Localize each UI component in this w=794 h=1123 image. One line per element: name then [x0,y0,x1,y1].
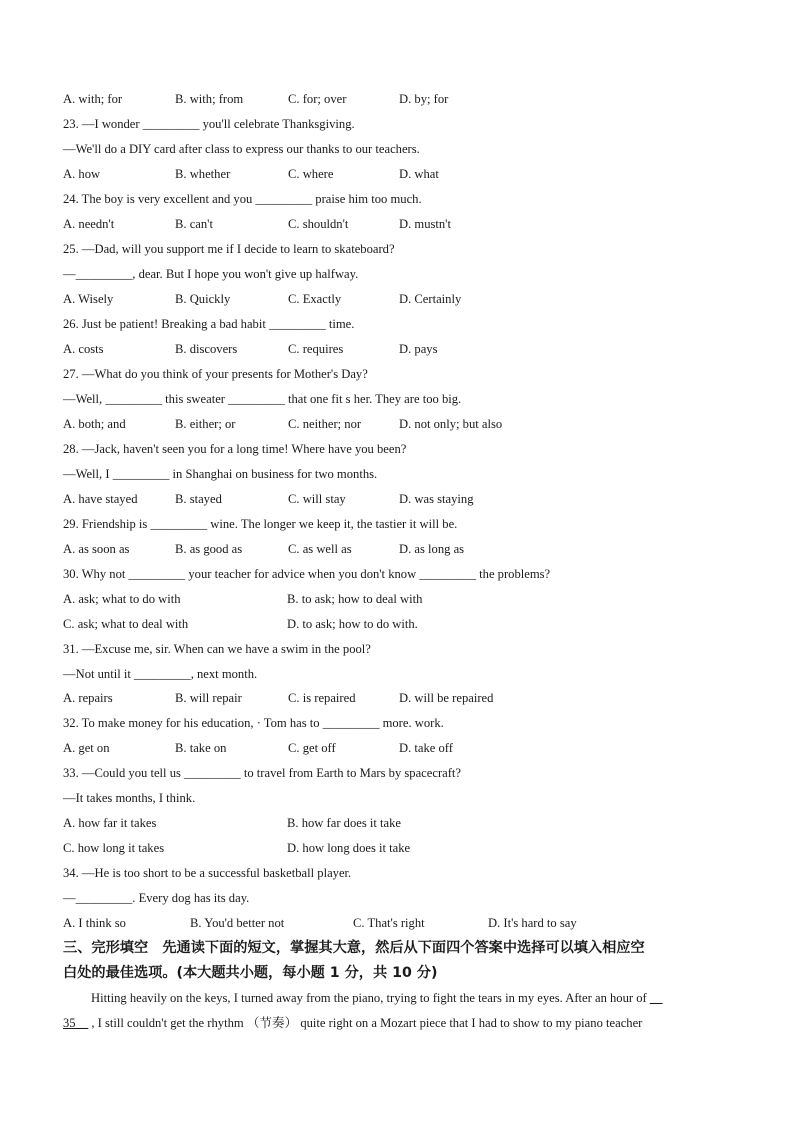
q30-options-cd [63,616,743,632]
option-c: C. how long it takes [63,841,165,855]
q27-reply: —Well, _________ this sweater _________ that one fit s her. They are too big. [63,392,462,406]
q28-options [63,491,743,507]
option-d: D. mustn't [399,217,451,231]
option-d: D. will be repaired [399,691,494,705]
option-c: C. requires [288,342,344,356]
option-b: B. will repair [175,691,242,705]
q31-reply: —Not until it _________, next month. [63,667,258,681]
option-b: B. can't [175,217,213,231]
option-a: A. both; and [63,417,126,431]
q22-options [63,91,743,107]
option-b: B. to ask; how to deal with [287,592,423,606]
option-d: D. pays [399,342,438,356]
q28-stem: 28. —Jack, haven't seen you for a long time! Where have you been? [63,442,407,456]
blank-35-lead: __ [649,991,663,1005]
q32-options [63,740,743,756]
section-heading-line1: 三、完形填空 先通读下面的短文，掌握其大意，然后从下面四个答案中选择可以填入相应空 [63,940,645,956]
option-c: C. as well as [288,542,352,556]
q32-stem: 32. To make money for his education, · Tom has to _________ more. work. [63,716,444,730]
option-a: A. how far it takes [63,816,157,830]
q33-options-ab [63,815,743,831]
section-heading-line2: 白处的最佳选项。(本大题共小题，每小题 1 分，共 10 分) [63,965,438,981]
option-a: A. how [63,167,101,181]
option-c: C. for; over [288,92,347,106]
option-c: C. neither; nor [288,417,362,431]
option-c: C. shouldn't [288,217,349,231]
option-d: D. take off [399,741,453,755]
q31-stem: 31. —Excuse me, sir. When can we have a swim in the pool? [63,642,371,656]
q29-options [63,541,743,557]
option-b: B. whether [175,167,231,181]
option-b: B. discovers [175,342,238,356]
q33-reply: —It takes months, I think. [63,791,196,805]
option-b: B. stayed [175,492,222,506]
passage-line2 [63,1015,642,1031]
option-a: A. Wisely [63,292,114,306]
q25-reply: —_________, dear. But I hope you won't give up halfway. [63,267,359,281]
option-a: A. I think so [63,916,126,930]
option-a: A. needn't [63,217,115,231]
option-a: A. ask; what to do with [63,592,181,606]
option-b: B. with; from [175,92,244,106]
option-b: B. how far does it take [287,816,402,830]
passage-text: , I still couldn't get the rhythm （节奏） quite right on a Mozart piece that I had to show to my piano teacher [91,1016,643,1030]
q24-options [63,216,743,232]
option-c: C. is repaired [288,691,356,705]
option-c: C. get off [288,741,336,755]
q34-options [63,915,743,931]
option-c: C. ask; what to deal with [63,617,189,631]
option-d: D. by; for [399,92,449,106]
q29-stem: 29. Friendship is _________ wine. The longer we keep it, the tastier it will be. [63,517,458,531]
option-a: A. with; for [63,92,123,106]
option-c: C. will stay [288,492,346,506]
option-d: D. Certainly [399,292,462,306]
q34-reply: —_________. Every dog has its day. [63,891,250,905]
option-c: C. Exactly [288,292,342,306]
q25-options [63,291,743,307]
option-a: A. get on [63,741,110,755]
option-a: A. have stayed [63,492,138,506]
option-a: A. repairs [63,691,113,705]
q25-stem: 25. —Dad, will you support me if I decide to learn to skateboard? [63,242,395,256]
q31-options [63,690,743,706]
option-b: B. Quickly [175,292,231,306]
option-d: D. not only; but also [399,417,503,431]
option-d: D. as long as [399,542,465,556]
q27-options [63,416,743,432]
passage-text: Hitting heavily on the keys, I turned away from the piano, trying to fight the tears in my eyes. After an hour of [91,991,647,1005]
option-d: D. how long does it take [287,841,411,855]
option-d: D. It's hard to say [488,916,577,930]
option-c: C. where [288,167,334,181]
blank-35: 35__ [63,1016,89,1030]
q28-reply: —Well, I _________ in Shanghai on business for two months. [63,467,378,481]
q34-stem: 34. —He is too short to be a successful basketball player. [63,866,352,880]
option-d: D. to ask; how to do with. [287,617,418,631]
option-b: B. either; or [175,417,236,431]
q33-options-cd [63,840,743,856]
option-b: B. as good as [175,542,243,556]
q23-stem: 23. —I wonder _________ you'll celebrate Thanksgiving. [63,117,355,131]
q23-reply: —We'll do a DIY card after class to express our thanks to our teachers. [63,142,420,156]
option-b: B. You'd better not [190,916,285,930]
passage-line1 [91,990,663,1006]
q26-stem: 26. Just be patient! Breaking a bad habit _________ time. [63,317,355,331]
q33-stem: 33. —Could you tell us _________ to travel from Earth to Mars by spacecraft? [63,766,462,780]
option-a: A. as soon as [63,542,130,556]
q23-options [63,166,743,182]
q30-options-ab [63,591,743,607]
option-d: D. was staying [399,492,474,506]
option-a: A. costs [63,342,104,356]
q24-stem: 24. The boy is very excellent and you _________ praise him too much. [63,192,422,206]
q27-stem: 27. —What do you think of your presents for Mother's Day? [63,367,368,381]
option-d: D. what [399,167,439,181]
q26-options [63,341,743,357]
option-b: B. take on [175,741,227,755]
q30-stem: 30. Why not _________ your teacher for advice when you don't know _________ the problems? [63,567,551,581]
option-c: C. That's right [353,916,425,930]
